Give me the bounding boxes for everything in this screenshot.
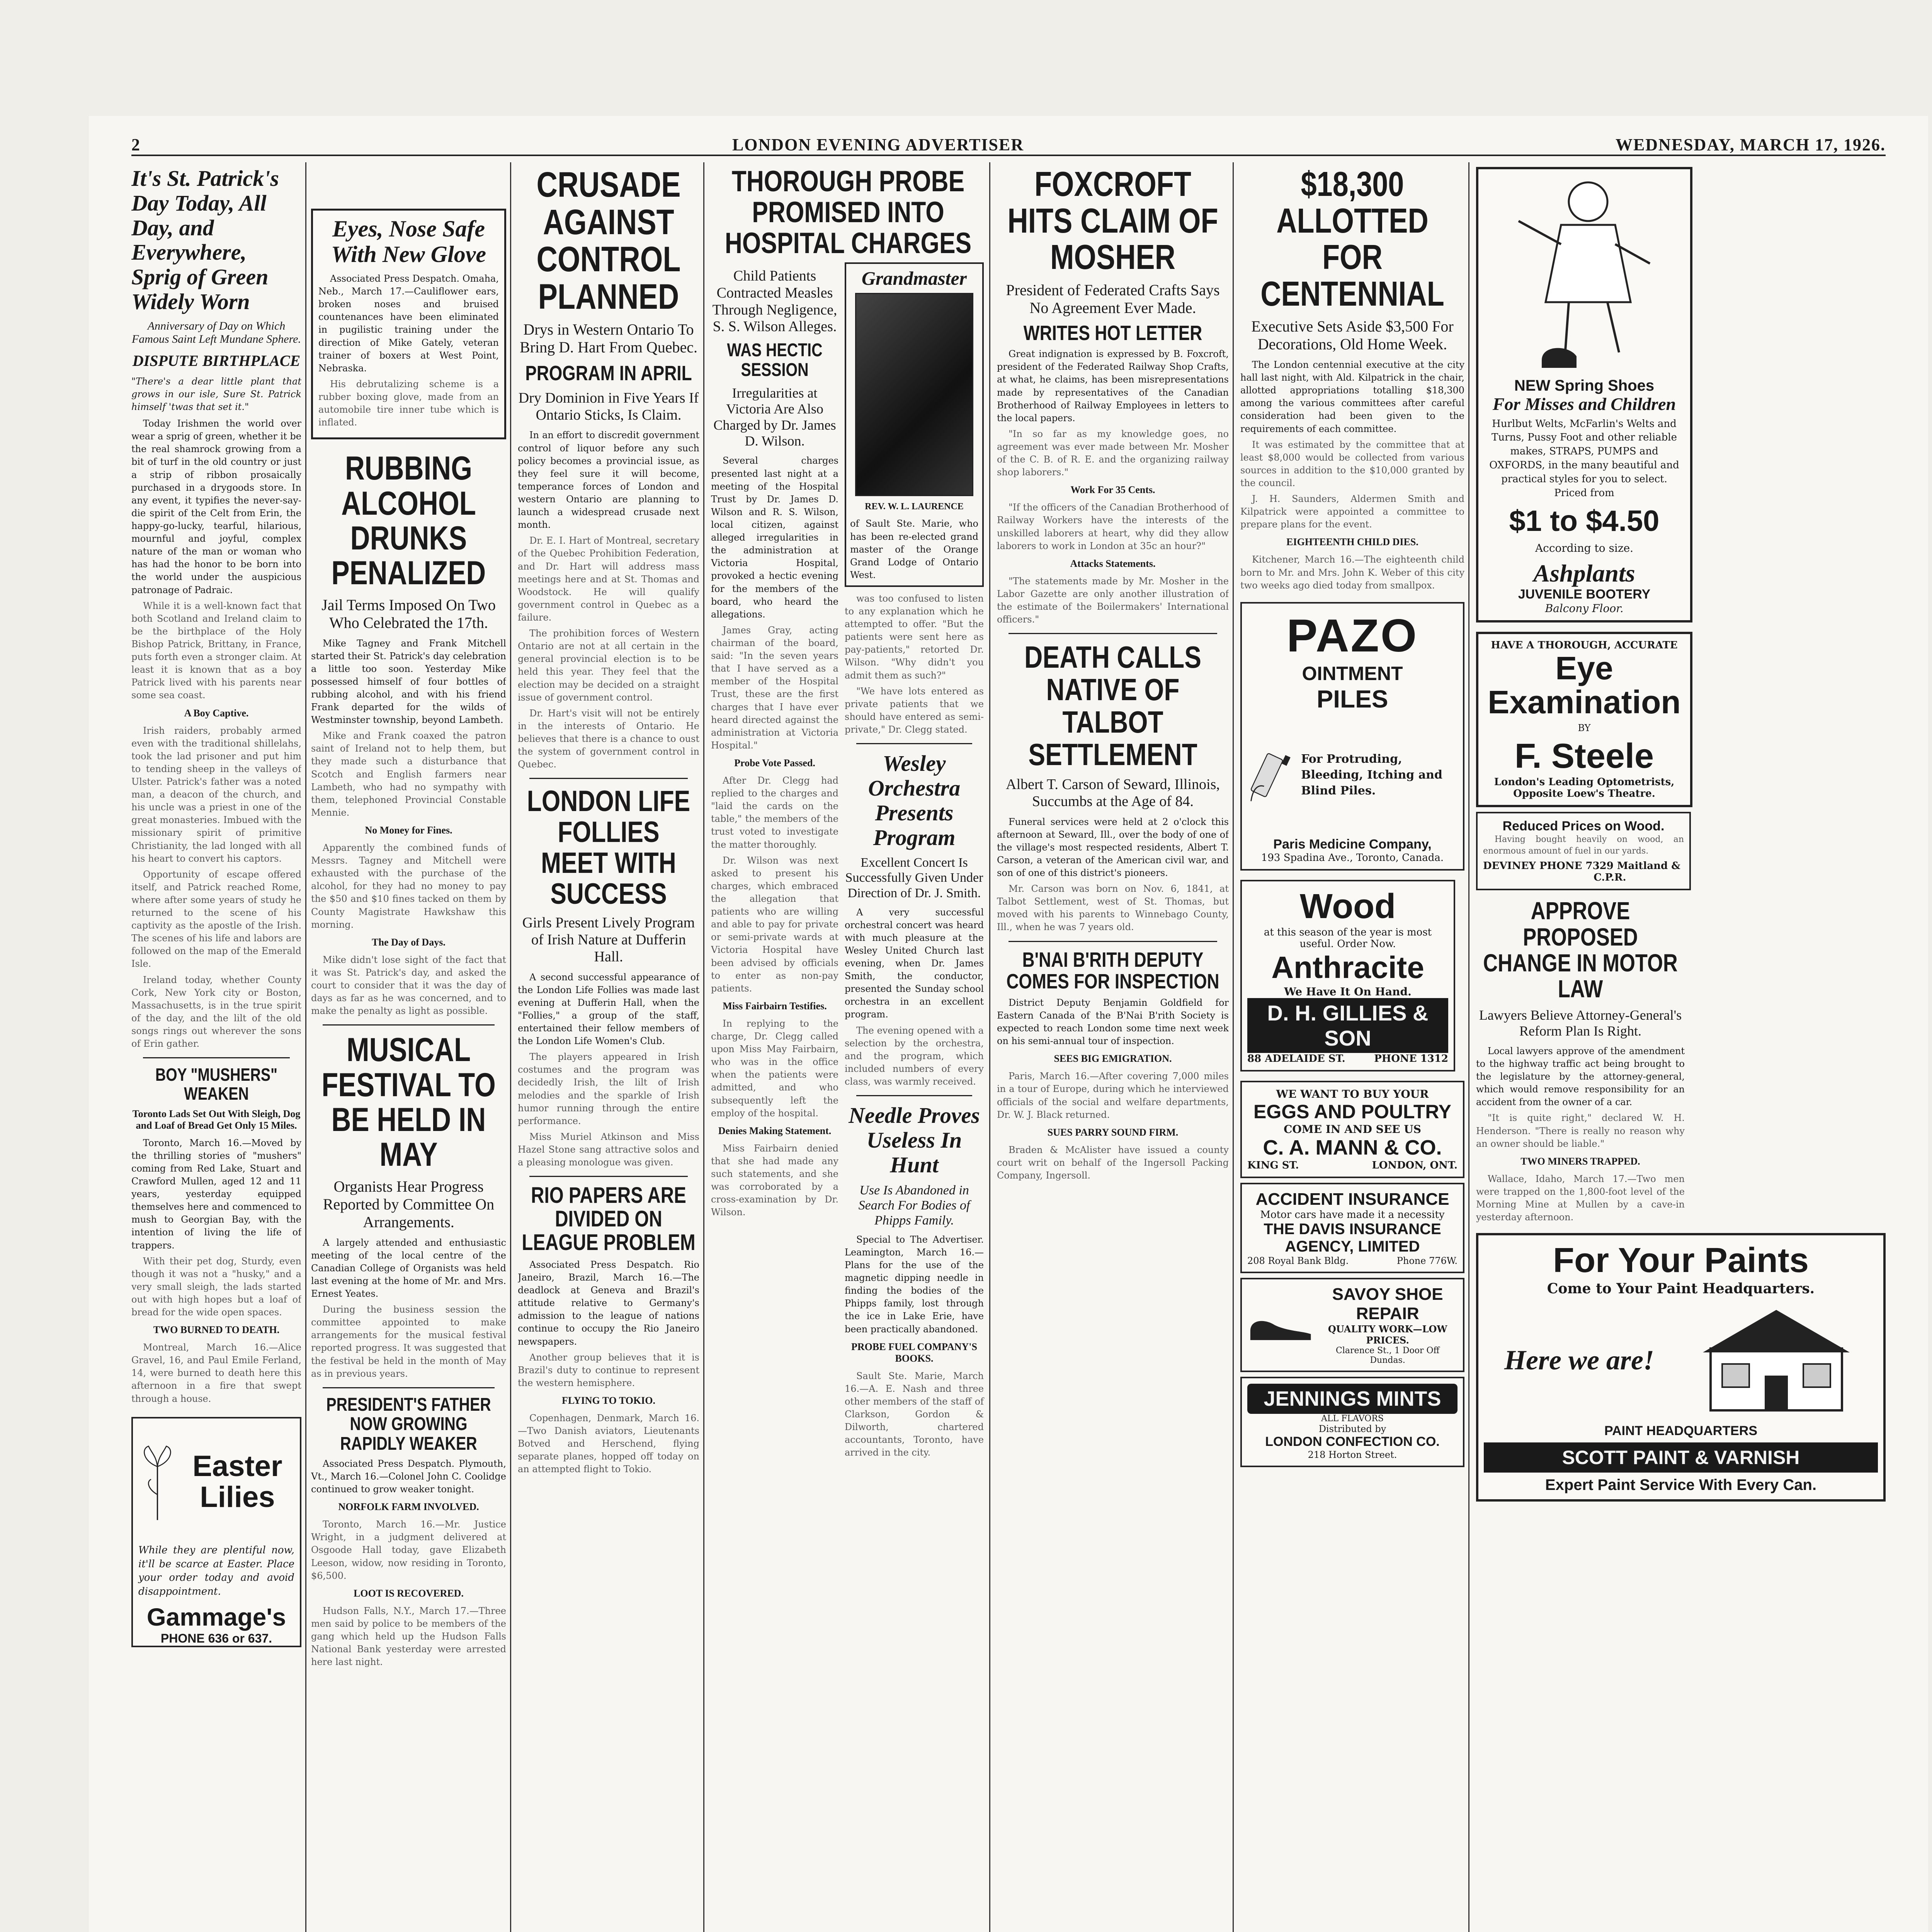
- paints-title: For Your Paints: [1553, 1241, 1809, 1280]
- follies-body: A second successful appearance of the London Life Follies was made last evening at Dufferin Hall, when the "Follies," a group of the staff, entertained their fellow members of the London Life Women's Club. The players appeared in Irish costumes and the program was decidedly Irish, the lilt of Irish melodies and the sparkle of Irish humor running through the entire performance. Miss Muriel Atkinson and Miss Hazel Stone sang attractive solos and a pleasing monologue was given.: [518, 971, 699, 1168]
- foxcroft-subhead3: Attacks Statements.: [1070, 558, 1156, 569]
- rubbing-subhead: No Money for Fines.: [365, 825, 452, 836]
- death-body: Funeral services were held at 2 o'clock this afternoon at Seward, Ill., over the body of one of the village's most respected residents, Albert T. Carson, a veteran of the American civil war, and son of one of this district's pioneers. Mr. Carson was born on Nov. 6, 1841, at Talbot Settlement, west of St. Thomas, but moved with his parents to Winnebago County, Ill., when he was 7 years old.: [997, 816, 1229, 933]
- shoes-title: NEW Spring Shoes: [1514, 377, 1655, 394]
- crusade-subhead: PROGRAM IN APRIL: [525, 362, 692, 385]
- probe-deck2: Irregularities at Victoria Are Also Charged by Dr. James D. Wilson.: [713, 385, 836, 449]
- eggs-line1: WE WANT TO BUY YOUR: [1276, 1087, 1429, 1100]
- eggs-ad[interactable]: [1240, 1081, 1464, 1178]
- crusade-deck2: Dry Dominion in Five Years If Ontario Sticks, Is Claim.: [518, 390, 699, 423]
- shoe-icon: [1247, 1302, 1314, 1348]
- insurance-text: Motor cars have made it a necessity: [1260, 1209, 1445, 1221]
- savoy-title: SAVOY SHOE REPAIR: [1332, 1284, 1443, 1323]
- stpat-body: Today Irishmen the world over wear a sprig of green, whether it be the real shamrock growing from a bit of turf in the old country or just a strip of ribbon prosaically purchased in a drygoods store. In any event, it typifies the never-say-die spirit of the Celt from Erin, the happy-go-lucky, tearful, hilarious, mournful and joyful, complex nature of the man or woman who has had the honor to be born into the world under the auspicious patronage of Padraic. While it is a well-known fact that both Scotland and Ireland claim to be the birthplace of the Holy Bishop Patrick, Brittany, in France, puts forth even a stronger claim. At least it is known that as a boy Patrick lived with his parents near some sea coast.: [131, 418, 301, 701]
- eye-ad[interactable]: [1476, 632, 1692, 807]
- pazo-sub: OINTMENT: [1302, 662, 1403, 684]
- president-body: Associated Press Despatch. Plymouth, Vt., March 16.—Colonel John C. Coolidge continued to grow weaker tonight.: [311, 1458, 506, 1495]
- savoy-addr: Clarence St., 1 Door Off Dundas.: [1336, 1345, 1440, 1365]
- grandmaster-caption: REV. W. L. LAURENCE: [865, 502, 964, 512]
- issue-date: WEDNESDAY, MARCH 17, 1926.: [1615, 135, 1886, 154]
- foxcroft-headline: FOXCROFT HITS CLAIM OF MOSHER: [1007, 165, 1218, 277]
- mints-ad[interactable]: [1240, 1377, 1464, 1467]
- mints-title: JENNINGS MINTS: [1247, 1384, 1458, 1414]
- glove-box: [311, 209, 506, 439]
- eye-lead: HAVE A THOROUGH, ACCURATE: [1491, 639, 1678, 651]
- stpat-subhead: DISPUTE BIRTHPLACE: [132, 352, 301, 369]
- death-deck: Albert T. Carson of Seward, Illinois, Succumbs at the Age of 84.: [1006, 776, 1220, 810]
- rubbing-deck: Jail Terms Imposed On Two Who Celebrated the 17th.: [321, 596, 496, 631]
- stpat-subhead2: A Boy Captive.: [184, 707, 249, 719]
- festival-body: A largely attended and enthusiastic meeting of the local centre of the Canadian College of Organists was held last evening at the home of Mr. and Mrs. Ernest Yeates. During the business session the committee appointed to make arrangements for the musical festival reported progress. It was suggested that the festival be held in the month of May as in previous years.: [311, 1237, 506, 1379]
- girl-illustration-icon: [1503, 175, 1665, 376]
- masthead: [131, 131, 1886, 156]
- motorlaw-body: Local lawyers approve of the amendment to the highway traffic act being brought to the legislature by the attorney-general, which would remove responsibility for an accident from the owner of a car. "It is quite right," declared W. H. Henderson. "There is really no reason why an owner should be liable.": [1476, 1045, 1685, 1149]
- stpat-verse: "There's a dear little plant that grows in our isle, Sure St. Patrick himself 'twas that set it.": [131, 376, 301, 412]
- motorlaw-headline: APPROVE PROPOSED CHANGE IN MOTOR LAW: [1483, 897, 1678, 1003]
- miners-subhead: TWO MINERS TRAPPED.: [1520, 1155, 1640, 1167]
- paint-store-icon: [1695, 1302, 1857, 1418]
- glove-headline: Eyes, Nose Safe With New Glove: [331, 216, 486, 267]
- shoes-dept: JUVENILE BOOTERY: [1518, 587, 1651, 602]
- savoy-ad[interactable]: [1240, 1278, 1464, 1372]
- pazo-maker: Paris Medicine Company,: [1273, 837, 1432, 852]
- shoes-brand: Ashplants: [1533, 559, 1635, 587]
- column-5: FOXCROFT HITS CLAIM OF MOSHER President of Federated Crafts Says No Agreement Ever Made. WRITES HOT LETTER Great indignation is expressed by B. Foxcroft, president of the Federated Railway Shop Crafts, at what, he claims, has been misrepresentations made by representatives of the Canadian Brotherhood of Railway Employees in letters to the local papers. "In so far as my knowledge goes, no agreement was ever made between Mr. Mosher of the C. B. of R. E. and the organizing railway shop laborers." Work For 35 Cents. "If the officers of the Canadian Brotherhood of Railway Workers have the interests of the unskilled laborers at heart, why did they allow laborers to work in London at 35c an hour?" Attacks Statements. "The statements made by Mr. Mosher in the Labor Gazette are only another illustration of the estimate of the Boilermakers' International officers." DEATH CALLS NATIVE OF TALBOT SETTLEMENT Albert T. Carson of Seward, Illinois, Succumbs at the Age of 84. Funeral services were held at 2 o'clock this afternoon at Seward, Ill., over the body of one of the village's most respected residents, Albert T. Carson, a veteran of the American civil war, and son of one of this district's pioneers. Mr. Carson was born on Nov. 6, 1841, at Talbot Settlement, west of St. Thomas, but moved with his parents to Winnebago County, Ill., when he was 7 years old. B'NAI B'RITH DEPUTY COMES FOR INSPECTION District Deputy Benjamin Goldfield for Eastern Canada of the B'Nai B'rith Society is expected to reach London some time next week on his semi-annual tour of inspection. SEES BIG EMIGRATION. Paris, March 16.—After covering 7,000 miles in a tour of Europe, during which he interviewed officials of the social and welfare departments, Dr. W. J. Black returned. SUES PARRY SOUND FIRM. Braden & McAlister have issued a county court writ on behalf of the Ingersoll Packing Company, Ingersoll.: [997, 165, 1229, 1181]
- festival-headline: MUSICAL FESTIVAL TO BE HELD IN MAY: [321, 1031, 496, 1173]
- coal-title2: Anthracite: [1271, 950, 1424, 985]
- paints-firm: SCOTT PAINT & VARNISH: [1484, 1442, 1878, 1473]
- grandmaster-portrait: [855, 293, 973, 496]
- column-2: Eyes, Nose Safe With New Glove Associated Press Despatch. Omaha, Neb., March 17.—Cauliflower ears, broken noses and bruised countenances have been eliminated in pugilistic training under the direction of Mike Gately, veteran trainer of boxers at West Point, Nebraska. His debrutalizing scheme is a rubber boxing glove, made from an automobile tire inner tube which is inflated. RUBBING ALCOHOL DRUNKS PENALIZED Jail Terms Imposed On Two Who Celebrated the 17th. Mike Tagney and Frank Mitchell started their St. Patrick's day celebration a little too soon. Yesterday Mike possessed himself of four bottles of rubbing alcohol, and with his friend Frank departed for the wilds of Westminster township, beyond Lambeth. Mike and Frank coaxed the patron saint of Ireland not to help them, but they made such a disturbance that Scotch and English farmers near Lambeth, who had no sympathy with them, telephoned Provincial Constable Mennie. No Money for Fines. Apparently the combined funds of Messrs. Tagney and Mitchell were exhausted with the purchase of the alcohol, for they had no money to pay the $50 and $10 fines tacked on them by County Magistrate Hawkshaw this morning. The Day of Days. Mike didn't lose sight of the fact that it was St. Patrick's day, and asked the court to consider that it was the day of days as far as he was concerned, and to make the penalty as light as possible. MUSICAL FESTIVAL TO BE HELD IN MAY Organists Hear Progress Reported by Committee On Arrangements. A largely attended and enthusiastic meeting of the local centre of the Canadian College of Organists was held last evening at the home of Mr. and Mrs. Ernest Yeates. During the business session the committee appointed to make arrangements for the musical festival reported progress. It was suggested that the festival be held in the month of May as in previous years. PRESIDENT'S FATHER NOW GROWING RAPIDLY WEAKER Associated Press Despatch. Plymouth, Vt., March 16.—Colonel John C. Coolidge continued to grow weaker tonight. NORFOLK FARM INVOLVED. Toronto, March 16.—Mr. Justice Wright, in a judgment delivered at Osgoode Hall today, gave Elizabeth Leeson, widow, now residing in Toronto, $6,500. LOOT IS RECOVERED. Hudson Falls, N.Y., March 17.—Three men said by police to be members of the gang which held up the Hudson Falls National Bank yesterday were arrested here last night.: [311, 162, 506, 1932]
- paints-ad[interactable]: [1476, 1233, 1886, 1502]
- coal-firm: D. H. GILLIES & SON: [1247, 998, 1448, 1053]
- crusade-body: In an effort to discredit government control of liquor before any such policy becomes a provincial issue, as they feel sure it will become, temperance forces of London and western Ontario are planning to launch a widespread crusade next month. Dr. E. I. Hart of Montreal, secretary of the Quebec Prohibition Federation, and Dr. Hart will address mass meetings here and at St. Thomas and Woodstock. He will qualify government control in Quebec as a failure. The prohibition forces of Western Ontario are not at all certain in the general provincial election is to be held this year. They feel that the election may be decided on a straight issue of government control. Dr. Hart's visit will not be entirely in the interests of Ontario. He believes that there is a chance to oust the system of government control in Quebec.: [518, 430, 699, 770]
- coal-addr: 88 ADELAIDE ST.: [1247, 1053, 1345, 1065]
- eggs-firm: C. A. MANN & CO.: [1263, 1136, 1442, 1159]
- burned-subhead: TWO BURNED TO DEATH.: [153, 1324, 280, 1336]
- coal-ad[interactable]: [1240, 880, 1455, 1071]
- child-subhead: EIGHTEENTH CHILD DIES.: [1286, 536, 1418, 548]
- eggs-addr: KING ST.: [1247, 1159, 1299, 1171]
- death-headline: DEATH CALLS NATIVE OF TALBOT SETTLEMENT: [1024, 640, 1201, 772]
- rubbing-body: Mike Tagney and Frank Mitchell started their St. Patrick's day celebration a little too soon. Yesterday Mike possessed himself of four bottles of rubbing alcohol, and with his friend Frank departed for the wilds of Westminster township, beyond Lambeth. Mike and Frank coaxed the patron saint of Ireland not to help them, but they made such a disturbance that Scotch and English farmers near Lambeth, who had no sympathy with them, telephoned Provincial Constable Mennie.: [311, 638, 506, 818]
- bnai-headline: B'NAI B'RITH DEPUTY COMES FOR INSPECTION: [1006, 948, 1219, 993]
- shoes-text: Hurlbut Welts, McFarlin's Welts and Turns, Pussy Foot and other reliable makes, STRAPS, PUMPS and OXFORDS, in the many beautiful and practical styles for you to select. Priced from: [1489, 418, 1679, 499]
- eggs-line2: EGGS AND POULTRY: [1253, 1100, 1452, 1122]
- easter-store: Gammage's: [146, 1603, 286, 1631]
- eye-name: F. Steele: [1514, 736, 1654, 776]
- stpat-deck: Anniversary of Day on Which Famous Saint Left Mundane Sphere.: [131, 319, 301, 346]
- loot-subhead: LOOT IS RECOVERED.: [354, 1587, 464, 1599]
- eye-title: Eye Examination: [1488, 650, 1681, 721]
- mints-addr: 218 Horton Street.: [1308, 1449, 1397, 1460]
- insurance-title: ACCIDENT INSURANCE: [1255, 1189, 1449, 1209]
- savoy-line: QUALITY WORK—LOW PRICES.: [1328, 1323, 1447, 1346]
- follies-deck: Girls Present Lively Program of Irish Nature at Dufferin Hall.: [522, 915, 695, 965]
- needle-headline: Needle Proves Useless In Hunt: [849, 1103, 980, 1177]
- pazo-title: PAZO: [1286, 609, 1418, 662]
- column-6: $18,300 ALLOTTED FOR CENTENNIAL Executive Sets Aside $3,500 For Decorations, Old Home Week. The London centennial executive at the city hall last night, with Ald. Kilpatrick in the chair, allotted appropriations totalling $18,300 among the various committees after careful consideration had been given to the requirements of each committee. It was estimated by the committee that at least $8,000 would be collected from various sources in addition to the $10,000 granted by the council. J. H. Saunders, Aldermen Smith and Kilpatrick were appointed a committee to prepare plans for the event. EIGHTEENTH CHILD DIES. Kitchener, March 16.—The eighteenth child born to Mr. and Mrs. John K. Weber of this city two weeks ago died today from smallpox. PAZO OINTMENT PILES For Protruding, Bleeding, Itching and Blind Piles. Paris Medicine Company, 193 Spadina Ave., Toronto, Canada. Wood at this season of the year is most useful. Order Now. Anthracite We Have It On Hand. D. H. GILLIES & SON 88 ADELAIDE ST. PHONE 1312 WE WANT TO BUY YOUR EGGS AND POULTRY COME IN AND SEE US C. A. MANN & CO. KING ST. LONDON, ONT. ACCIDENT INSURANCE Motor cars have made it a necessity THE DAVIS INSURANCE AGENCY, LIMITED 208 Royal Bank Bldg. Phone 776W. SAVOY SHOE REPAIR QUALITY WORK—LOW PRICES. Clarence St., 1 Door Off Dundas. JENNINGS MINTS ALL FLAVORS Distributed by LONDON CONFECTION CO. 218 Horton Street.: [1240, 162, 1464, 1932]
- column-1: It's St. Patrick's Day Today, All Day, and Everywhere, Sprig of Green Widely Worn Anniversary of Day on Which Famous Saint Left Mundane Sphere. DISPUTE BIRTHPLACE "There's a dear little plant that grows in our isle, Sure St. Patrick himself 'twas that set it." Today Irishmen the world over wear a sprig of green, whether it be the real shamrock growing from a bit of turf in the old country or just a strip of ribbon prosaically purchased in a drygoods store. In any event, it typifies the never-say-die spirit of the Celt from Erin, the happy-go-lucky, tearful, hilarious, mournful and joyful, complex nature of the man or woman who has had the honor to be born into the world under the auspicious patronage of Padraic. While it is a well-known fact that both Scotland and Ireland claim to be the birthplace of the Holy Bishop Patrick, Brittany, in France, puts forth even a stronger claim. At least it is known that as a boy Patrick lived with his parents near some sea coast. A Boy Captive. Irish raiders, probably armed even with the traditional shillelahs, took the lad prisoner and put him to tending sheep in the valleys of Ulster. Patrick's father was a noted man, a deacon of the church, and his uncle was a priest in one of the great monasteries. Imbued with the missionary spirit of primitive Christianity, the lad longed with all his heart to convert his captors. Opportunity of escape offered itself, and Patrick reached Rome, where after some years of study he returned to the scene of his captivity as the apostle of the Irish. The scenes of his life and labors are followed on the map of the Emerald Isle. Ireland today, whether County Cork, New York city or Boston, Massachusetts, is in the true spirit of the day, and the lilt of the old songs rings out wherever the sons of Erin gather. BOY "MUSHERS" WEAKEN Toronto Lads Set Out With Sleigh, Dog and Loaf of Bread Get Only 15 Miles. Toronto, March 16.—Moved by the thrilling stories of "mushers" coming from Red Lake, Stuart and Crawford Mullen, aged 12 and 11 years, yesterday equipped themselves here and commenced to mush to Georgian Bay, with the intention of living the life of trappers. With their pet dog, Sturdy, even though it was not a "husky," and a very small sleigh, the lads started out with high hopes but a loaf of bread for the wide open spaces. TWO BURNED TO DEATH. Montreal, March 16.—Alice Gravel, 16, and Paul Emile Ferland, 14, were burned to death here this afternoon in a fire that swept through a house. Easter Lilies While they are plentiful now, it'll be scarce at Easter. Place your order today and avoid disappointment. Gammage's PHONE 636 or 637.: [131, 162, 301, 1932]
- needle-body: Special to The Advertiser. Leamington, March 16.—Plans for the use of the magnetic dipping needle in finding the bodies of the Phipps family, lost through the ice in Lake Erie, have been practically abandoned.: [845, 1234, 984, 1335]
- president-headline: PRESIDENT'S FATHER NOW GROWING RAPIDLY WEAKER: [326, 1394, 491, 1454]
- insurance-phone: Phone 776W.: [1396, 1255, 1458, 1266]
- paints-hq: PAINT HEADQUARTERS: [1604, 1423, 1758, 1439]
- crusade-headline: CRUSADE AGAINST CONTROL PLANNED: [536, 165, 681, 316]
- column-3: CRUSADE AGAINST CONTROL PLANNED Drys in Western Ontario To Bring D. Hart From Quebec. PROGRAM IN APRIL Dry Dominion in Five Years If Ontario Sticks, Is Claim. In an effort to discredit government control of liquor before any such policy becomes a provincial issue, as they feel sure it will become, temperance forces of London and western Ontario are planning to launch a widespread crusade next month. Dr. E. I. Hart of Montreal, secretary of the Quebec Prohibition Federation, and Dr. Hart will address mass meetings here and at St. Thomas and Woodstock. He will qualify government control in Quebec as a failure. The prohibition forces of Western Ontario are not at all certain in the general provincial election is to be held this year. They feel that the election may be decided on a straight issue of government control. Dr. Hart's visit will not be entirely in the interests of Ontario. He believes that there is a chance to oust the system of government control in Quebec. LONDON LIFE FOLLIES MEET WITH SUCCESS Girls Present Lively Program of Irish Nature at Dufferin Hall. A second successful appearance of the London Life Follies was made last evening at Dufferin Hall, when the "Follies," a group of the staff, entertained their fellow members of the London Life Women's Club. The players appeared in Irish costumes and the program was decidedly Irish, the lilt of Irish melodies and the sparkle of Irish humor running through the entire performance. Miss Muriel Atkinson and Miss Hazel Stone sang attractive solos and a pleasing monologue was given. RIO PAPERS ARE DIVIDED ON LEAGUE PROBLEM Associated Press Despatch. Rio Janeiro, Brazil, March 16.—The deadlock at Geneva and Brazil's attitude relative to Germany's admission to the league of nations continue to occupy the Rio Janeiro newspapers. Another group believes that it is Brazil's duty to continue to represent the western hemisphere. FLYING TO TOKIO. Copenhagen, Denmark, March 16.—Two Danish aviators, Lieutenants Botved and Herschend, flying separate planes, hopped off today on an attempted flight to Tokio.: [518, 165, 699, 1475]
- festival-deck: Organists Hear Progress Reported by Committee On Arrangements.: [323, 1177, 495, 1231]
- grandmaster-box: [845, 262, 984, 587]
- foxcroft-deck: President of Federated Crafts Says No Agreement Ever Made.: [1006, 281, 1220, 316]
- insurance-ad[interactable]: [1240, 1183, 1464, 1273]
- stpat-headline: It's St. Patrick's Day Today, All Day, and Everywhere, Sprig of Green Widely Worn: [131, 166, 279, 314]
- sues-subhead: SUES PARRY SOUND FIRM.: [1047, 1126, 1179, 1138]
- mints-sub: ALL FLAVORS: [1321, 1413, 1384, 1423]
- foxcroft-subhead: WRITES HOT LETTER: [1023, 321, 1202, 345]
- wood-name: DEVINEY: [1483, 860, 1536, 872]
- bnai-body: District Deputy Benjamin Goldfield for Eastern Canada of the B'Nai B'rith Society is expected to reach London some time next week on his semi-annual tour of inspection.: [997, 997, 1229, 1047]
- mushers-body: Toronto, March 16.—Moved by the thrilling stories of "mushers" coming from Red Lake, Stuart and Crawford Mullen, aged 12 and 11 years, yesterday equipped themselves here and commenced to mush to Georgian Bay, with the intention of living the life of trappers. With their pet dog, Sturdy, even though it was not a "husky," and a very small sleigh, the lads started out with high hopes but a loaf of bread for the wide open spaces.: [131, 1137, 301, 1318]
- paints-sub: Come to Your Paint Headquarters.: [1547, 1281, 1815, 1297]
- wesley-deck: Excellent Concert Is Successfully Given Under Direction of Dr. J. Smith.: [845, 855, 983, 900]
- eye-sub: London's Leading Optometrists, Opposite Loew's Theatre.: [1494, 776, 1675, 799]
- coal-tag: at this season of the year is most useful. Order Now.: [1264, 926, 1432, 950]
- shoes-floor: Balcony Floor.: [1545, 602, 1624, 615]
- insurance-addr: 208 Royal Bank Bldg.: [1247, 1255, 1349, 1266]
- tokio-subhead: FLYING TO TOKIO.: [561, 1395, 656, 1406]
- rio-body: Associated Press Despatch. Rio Janeiro, Brazil, March 16.—The deadlock at Geneva and Brazil's attitude relative to Germany's admission to the league of nations continue to occupy the Rio Janeiro newspapers. Another group believes that it is Brazil's duty to continue to represent the western hemisphere.: [518, 1259, 699, 1388]
- rubbing-headline: RUBBING ALCOHOL DRUNKS PENALIZED: [331, 450, 486, 592]
- probe-body: Several charges presented last night at a meeting of the Hospital Trust by Dr. James D. Wilson and R. S. Wilson, local citizen, against alleged irregularities in the administration at Victoria Hospital, provoked a hectic evening for the members of the board, who heard the allegations. James Gray, acting chairman of the board, said: "In the seven years that I have served as a member of the Hospital Trust, these are the first charges that I have ever heard directed against the administration at Victoria Hospital.": [711, 455, 838, 751]
- coal-phone: PHONE 1312: [1374, 1053, 1448, 1065]
- grandmaster-title: Grandmaster: [861, 267, 967, 289]
- wesley-headline: Wesley Orchestra Presents Program: [868, 751, 961, 850]
- probe-subhead3: Miss Fairbairn Testifies.: [723, 1000, 827, 1012]
- mushers-headline: BOY "MUSHERS" WEAKEN: [155, 1065, 277, 1104]
- shoes-note: According to size.: [1535, 541, 1634, 554]
- centennial-headline: $18,300 ALLOTTED FOR CENTENNIAL: [1260, 165, 1444, 313]
- emigration-subhead: SEES BIG EMIGRATION.: [1054, 1053, 1172, 1065]
- probe-subhead4: Denies Making Statement.: [718, 1125, 832, 1136]
- crusade-deck: Drys in Western Ontario To Bring D. Hart From Quebec.: [520, 321, 697, 356]
- eggs-line3: COME IN AND SEE US: [1284, 1122, 1421, 1136]
- glove-body: Associated Press Despatch. Omaha, Neb., March 17.—Cauliflower ears, broken noses and bruised countenances have been eliminated in pugilistic training under the direction of Mike Gately, veteran trainer of boxers at West Point, Nebraska. His debrutalizing scheme is a rubber boxing glove, made from an automobile tire inner tube which is inflated.: [318, 273, 499, 428]
- rio-headline: RIO PAPERS ARE DIVIDED ON LEAGUE PROBLEM: [522, 1183, 696, 1255]
- mushers-deck: Toronto Lads Set Out With Sleigh, Dog and Loaf of Bread Get Only 15 Miles.: [132, 1108, 301, 1131]
- column-7: NEW Spring Shoes For Misses and Children Hurlbut Welts, McFarlin's Welts and Turns, Pussy Foot and other reliable makes, STRAPS, PUMPS and OXFORDS, in the many beautiful and practical styles for you to select. Priced from $1 to $4.50 According to size. Ashplants JUVENILE BOOTERY Balcony Floor. HAVE A THOROUGH, ACCURATE Eye Examination BY F. Steele London's Leading Optometrists, Opposite Loew's Theatre. Reduced Prices on Wood. Having bought heavily on wood, an enormous amount of fuel in our yards. DEVINEY PHONE 7329 Maitland & C.P.R. APPROVE PROPOSED CHANGE IN MOTOR LAW Lawyers Believe Attorney-General's Reform Plan Is Right. Local lawyers approve of the amendment to the highway traffic act being brought to the legislature by the attorney-general, which would remove responsibility for an accident from the owner of a car. "It is quite right," declared W. H. Henderson. "There is really no reason why an owner should be liable." TWO MINERS TRAPPED. Wallace, Idaho, March 17.—Two men were trapped on the 1,800-foot level of the Morning Mine at Mullen by a cave-in yesterday afternoon. For Your Paints Come to Your Paint Headquarters. Here we are! PAINT HEADQUARTERS SCOTT PAINT & VARNISH Expert Paint Service With Every Can.: [1476, 162, 1886, 1932]
- paper-name: LONDON EVENING ADVERTISER: [732, 135, 1024, 154]
- pazo-addr: 193 Spadina Ave., Toronto, Canada.: [1261, 852, 1444, 864]
- motorlaw-deck: Lawyers Believe Attorney-General's Reform Plan Is Right.: [1479, 1007, 1682, 1039]
- insurance-firm: THE DAVIS INSURANCE AGENCY, LIMITED: [1264, 1220, 1441, 1255]
- centennial-body: The London centennial executive at the city hall last night, with Ald. Kilpatrick in the chair, allotted appropriations totalling $18,300 among the various committees after careful consideration had been given to the requirements of each committee. It was estimated by the committee that at least $8,000 would be collected from various sources in addition to the $10,000 granted by the council. J. H. Saunders, Aldermen Smith and Kilpatrick were appointed a committee to prepare plans for the event.: [1240, 359, 1464, 530]
- probe-headline: THOROUGH PROBE PROMISED INTO HOSPITAL CHARGES: [724, 165, 972, 260]
- paints-service: Expert Paint Service With Every Can.: [1545, 1476, 1817, 1494]
- foxcroft-body: Great indignation is expressed by B. Foxcroft, president of the Federated Railway Shop Crafts, at what, he claims, has been misrepresentations made by representatives of the Canadian Brotherhood of Railway Employees in letters to the local papers. "In so far as my knowledge goes, no agreement was ever made between Mr. Mosher of the C. B. of R. E. and the organizing railway shop laborers.": [997, 349, 1229, 478]
- ointment-tube-icon: [1247, 717, 1296, 833]
- paints-here: Here we are!: [1504, 1344, 1654, 1376]
- wood-phone: PHONE 7329 Maitland & C.P.R.: [1539, 860, 1680, 884]
- shoes-sub: For Misses and Children: [1492, 394, 1676, 414]
- easter-phone: PHONE 636 or 637.: [160, 1631, 272, 1646]
- easter-text: While they are plentiful now, it'll be scarce at Easter. Place your order today and avoid disappointment.: [138, 1544, 294, 1598]
- easter-lilies-ad[interactable]: [131, 1417, 301, 1647]
- page-number: 2: [131, 135, 141, 154]
- mints-dist: Distributed by: [1318, 1423, 1386, 1434]
- shoes-price: $1 to $4.50: [1509, 504, 1660, 537]
- wood-ad[interactable]: Reduced Prices on Wood. Having bought heavily on wood, an enormous amount of fuel in our yards. DEVINEY PHONE 7329 Maitland & C.P.R.: [1476, 812, 1691, 891]
- follies-headline: LONDON LIFE FOLLIES MEET WITH SUCCESS: [527, 785, 690, 910]
- rubbing-subhead2: The Day of Days.: [372, 936, 446, 948]
- grandmaster-body: of Sault Ste. Marie, who has been re-elected grand master of the Orange Grand Lodge of Ontario West.: [850, 518, 978, 580]
- probe-subhead2: Probe Vote Passed.: [734, 757, 815, 769]
- mints-firm: LONDON CONFECTION CO.: [1265, 1434, 1440, 1449]
- pazo-ad[interactable]: [1240, 602, 1464, 871]
- needle-deck: Use Is Abandoned in Search For Bodies of Phipps Family.: [858, 1183, 970, 1228]
- fuel-subhead: PROBE FUEL COMPANY'S BOOKS.: [851, 1341, 977, 1364]
- foxcroft-subhead2: Work For 35 Cents.: [1070, 484, 1155, 496]
- newspaper-page: [89, 116, 1928, 1932]
- lily-icon: [138, 1424, 177, 1540]
- coal-title: Wood: [1299, 887, 1396, 926]
- pazo-kinds: For Protruding, Bleeding, Itching and Blind Piles.: [1301, 752, 1442, 798]
- eye-by: BY: [1578, 722, 1591, 733]
- norfolk-subhead: NORFOLK FARM INVOLVED.: [338, 1501, 479, 1513]
- easter-title: Easter Lilies: [192, 1449, 282, 1514]
- eggs-city: LONDON, ONT.: [1372, 1159, 1458, 1171]
- column-4: THOROUGH PROBE PROMISED INTO HOSPITAL CHARGES Child Patients Contracted Measles Through Negligence, S. S. Wilson Alleges. WAS HECTIC SESSION Irregularities at Victoria Are Also Charged by Dr. James D. Wilson. Several charges presented last night at a meeting of the Hospital Trust by Dr. James D. Wilson and R. S. Wilson, local citizen, against alleged irregularities in the administration at Victoria Hospital, provoked a hectic evening for the members of the board, who heard the allegations. James Gray, acting chairman of the board, said: "In the seven years that I have served as a member of the Hospital Trust, these are the first charges that I have ever heard directed against the administration at Victoria Hospital." Probe Vote Passed. After Dr. Clegg had replied to the charges and "laid the cards on the table," the members of the trust voted to investigate the matter thoroughly. Dr. Wilson was next asked to present his charges, which embraced the allegation that patients who are willing and able to pay for private or semi-private wards at Victoria Hospital have been advised by officials to enter as non-pay patients. Miss Fairbairn Testifies. In replying to the charge, Dr. Clegg called upon Miss May Fairbairn, who was in the office when the patients were admitted, and who subsequently left the employ of the hospital. Denies Making Statement. Miss Fairbairn denied that she had made any such statements, and she was corroborated by a cross-examination by Dr. Wilson. Grandmaster REV. W. L. LAURENCE of Sault Ste. Marie, who has been re-elected grand master of the Orange Grand Lodge of Ontario West. was too confused to listen to any explanation which he attempted to offer. "But the patients were sent here as pay-patients," retorted Dr. Wilson. "Why didn't you admit them as such?" "We have lots entered as private patients that we should have entered as semi-private," Dr. Clegg stated. Wesley Orchestra Presents Program Excellent Concert Is Successfully Given Under Direction of Dr. J. Smith. A very successful orchestral concert was heard with much pleasure at the Wesley United Church last evening, when Dr. James Smith, the conductor, presented the Sunday school orchestra in an excellent program. The evening opened with a selection by the orchestra, and the program, which included numbers of every class, was warmly received. Needle Proves Useless In Hunt Use Is Abandoned in Search For Bodies of Phipps Family. Special to The Advertiser. Leamington, March 16.—Plans for the use of the magnetic dipping needle in finding the bodies of the Phipps family, lost through the ice in Lake Erie, have been practically abandoned. PROBE FUEL COMPANY'S BOOKS. Sault Ste. Marie, March 16.—A. E. Nash and three other members of the staff of Clarkson, Gordon & Dilworth, chartered accountants, Toronto, have arrived in the city.: [711, 162, 985, 1932]
- probe-subhead: WAS HECTIC SESSION: [727, 340, 823, 380]
- centennial-deck: Executive Sets Aside $3,500 For Decorations, Old Home Week.: [1251, 318, 1454, 353]
- wood-title: Reduced Prices on Wood.: [1502, 818, 1665, 833]
- coal-have: We Have It On Hand.: [1284, 985, 1412, 998]
- probe-deck: Child Patients Contracted Measles Through Negligence, S. S. Wilson Alleges.: [712, 268, 837, 335]
- shoes-ad[interactable]: [1476, 167, 1692, 622]
- pazo-word: PILES: [1316, 685, 1388, 713]
- wesley-body: A very successful orchestral concert was heard with much pleasure at the Wesley United Church last evening, when Dr. James Smith, the conductor, presented the Sunday school orchestra in an excellent program. The evening opened with a selection by the orchestra, and the program, which included numbers of every class, was warmly received.: [845, 906, 984, 1087]
